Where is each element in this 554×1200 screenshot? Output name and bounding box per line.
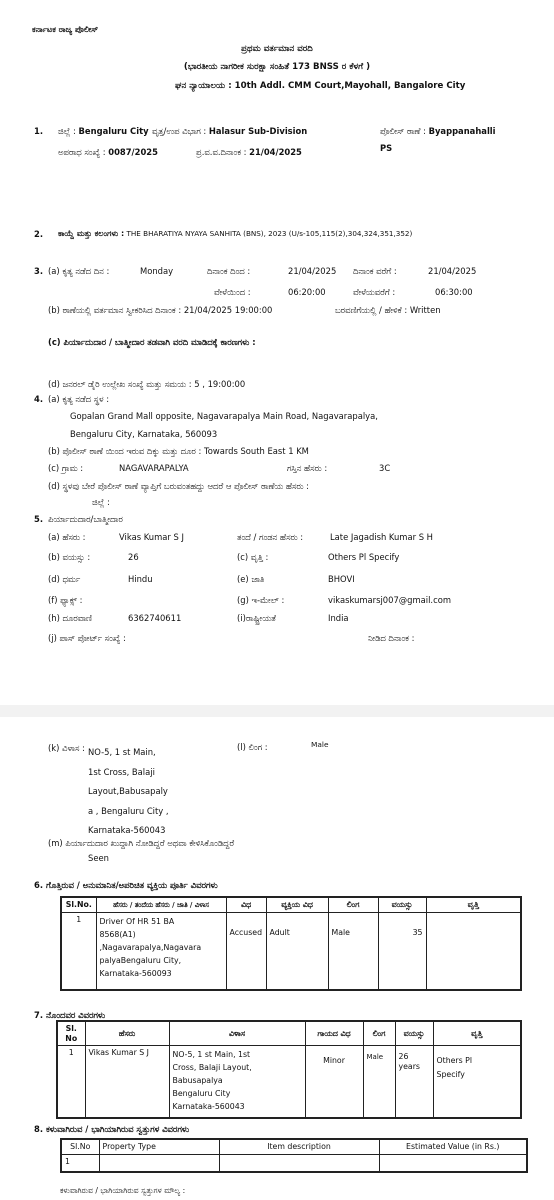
occurrence-day-value: Monday <box>140 266 174 276</box>
to-time-label: ವೇಳೆಯವರೆಗೆ : <box>353 287 396 297</box>
col-header: ವಿಧ <box>226 897 266 912</box>
acts-value: THE BHARATIYA NYAYA SANHITA (BNS), 2023 (U/s-105,115(2),304,324,351,352) <box>126 229 413 238</box>
complainant-address <box>88 743 169 841</box>
to-date-value: 21/04/2025 <box>428 266 477 276</box>
fir-date-label: ಪ್ರ.ವ.ವ.ದಿನಾಂಕ : <box>196 147 247 157</box>
age-line: years <box>398 1062 420 1072</box>
from-time-value: 06:20:00 <box>288 287 326 297</box>
district-label: ಜಿಲ್ಲೆ : <box>58 126 76 136</box>
col-header: ಹೆಸರು <box>85 1021 169 1046</box>
complainant-name-label: (a) ಹೆಸರು : <box>48 532 86 542</box>
caste-value: BHOVI <box>328 574 355 584</box>
cell-property-type <box>99 1154 219 1172</box>
accused-heading: ಗೊತ್ತಿರುವ / ಅನುಮಾನಿತ/ಅಪರಿಚಿತ ವ್ಯಕ್ತಿಯ ಪೂರ್ತಿ ವಿವರಗಳು <box>46 880 218 890</box>
from-time-label: ವೇಳೆಯಿಂದ : <box>214 287 251 297</box>
property-heading: ಕಳುವಾಗಿರುವ / ಭಾಗಿಯಾಗಿರುವ ಸ್ವತ್ತುಗಳ ವಿವರಗಳು <box>46 1124 190 1134</box>
col-header: Sl.No. <box>61 897 96 912</box>
court-line <box>175 81 465 92</box>
phone-label: (h) ದೂರವಾಣಿ <box>48 613 92 623</box>
section-3-number: 3. <box>34 266 44 276</box>
email-value: vikaskumarsj007@gmail.com <box>328 595 451 605</box>
cell-name: Vikas Kumar S J <box>85 1046 169 1118</box>
col-header: Property Type <box>99 1139 219 1154</box>
document-subtitle: (ಭಾರತೀಯ ನಾಗರೀಕ ಸುರಕ್ಷಾ ಸಂಹಿತೆ 173 BNSS ರ ಕೆಳಗೆ ) <box>183 62 371 72</box>
table-row <box>57 1046 521 1118</box>
religion-label: (d) ಧರ್ಮ <box>48 574 81 584</box>
page-break <box>0 705 554 717</box>
age-label: (b) ವಯಸ್ಸು : <box>48 552 91 562</box>
name-line: palyaBengaluru City, <box>99 955 182 965</box>
address-line: 1st Cross, Balaji <box>88 766 155 777</box>
cell-item-description <box>219 1154 379 1172</box>
info-type-label: ಬರವಣಿಗೆಯಲ್ಲಿ / ಹೇಳಿಕೆ : <box>335 305 408 315</box>
acts-label: ಕಾಯ್ದೆ ಮತ್ತು ಕಲಂಗಳು : <box>58 229 125 238</box>
address-line: Babusapalya <box>172 1076 223 1086</box>
cell-address <box>169 1046 305 1118</box>
victims-table <box>56 1020 522 1119</box>
passport-issue-date-label: ನೀಡಿದ ದಿನಾಂಕ : <box>368 633 415 643</box>
cell-age: 35 <box>378 912 426 990</box>
accused-table <box>60 896 522 991</box>
cell-age <box>395 1046 433 1118</box>
col-header: ಹೆಸರು / ತಂದೆಯ ಹೆಸರು / ಜಾತಿ / ವಿಳಾಸ <box>96 897 226 912</box>
section-2-number: 2. <box>34 229 44 239</box>
email-label: (g) ಇ-ಮೇಲ್ : <box>237 595 285 605</box>
address-line: NO-5, 1 st Main, <box>88 747 156 757</box>
to-time-value: 06:30:00 <box>435 287 473 297</box>
subdivision-value: Halasur Sub-Division <box>208 126 308 136</box>
table-row <box>61 912 521 990</box>
acts-field <box>58 229 412 239</box>
district-value: Bengaluru City <box>78 126 149 136</box>
name-line: ,Nagavarapalya,Nagavara <box>99 942 202 952</box>
cell-occupation <box>433 1046 521 1118</box>
section-1-number: 1. <box>34 126 44 136</box>
section-5-number: 5. <box>34 514 44 524</box>
col-header: Sl. No <box>57 1021 85 1046</box>
address-line: Karnataka-560043 <box>172 1102 245 1112</box>
direction-distance-field <box>48 446 309 457</box>
district-field <box>58 126 149 137</box>
section-8-number: 8. <box>34 1124 44 1134</box>
cell-estimated-value <box>379 1154 527 1172</box>
table-header-row <box>57 1021 521 1046</box>
cell-type: Accused <box>226 912 266 990</box>
village-label: (c) ಗ್ರಾಮ : <box>48 463 84 473</box>
place-address-line-2: Bengaluru City, Karnataka, 560093 <box>70 429 218 439</box>
section-7-number: 7. <box>34 1010 44 1020</box>
general-diary-value: 5 , 19:00:00 <box>194 379 246 389</box>
father-name-value: Late Jagadish Kumar S H <box>330 532 433 542</box>
name-line: 8568(A1) <box>99 929 136 939</box>
table-header-row <box>61 1139 527 1154</box>
col-header: ವೃತ್ತಿ <box>426 897 521 912</box>
complainant-heading: ಪಿರ್ಯಾದುದಾರ/ಬಾತ್ಮೀದಾರ <box>48 514 123 524</box>
direction-distance-label: (b) ಪೊಲೀಸ್ ಠಾಣೆ ಯಿಂದ ಇರುವ ದಿಕ್ಕು ಮತ್ತು ದೂರ : <box>48 446 202 456</box>
fir-date-field <box>196 147 302 158</box>
seen-heard-label: (m) ಪಿರ್ಯಾದುದಾರ ಖುದ್ದಾಗಿ ನೋಡಿದ್ದರೆ ಅಥವಾ ಕೇಳಿಸಿಕೊಂಡಿದ್ದರೆ <box>48 838 235 848</box>
religion-value: Hindu <box>128 574 153 584</box>
fax-label: (f) ಫ್ಯಾಕ್ಸ್ : <box>48 595 83 605</box>
crime-number-field <box>58 147 158 158</box>
general-diary-label: (d) ಜನರಲ್ ಡೈರಿ ಉಲ್ಲೇಖ ಸಂಖ್ಯೆ ಮತ್ತು ಸಮಯ : <box>48 379 192 389</box>
cell-occupation <box>426 912 521 990</box>
property-table <box>60 1138 528 1173</box>
cell-person-type: Adult <box>266 912 328 990</box>
other-ps-label: (d) ಸ್ಥಳವು ಬೇರೆ ಪೊಲೀಸ್ ಠಾಣೆ ವ್ಯಾಪ್ತಿಗೆ ಬರುವಂತಹದ್ದು ಆದರೆ ಆ ಪೊಲೀಸ್ ಠಾಣೆಯ ಹೆಸರು : <box>48 481 309 491</box>
other-ps-district-label: ಜಿಲ್ಲೆ : <box>92 497 110 507</box>
table-header-row <box>61 897 521 912</box>
name-line: Driver Of HR 51 BA <box>99 916 175 926</box>
father-name-label: ತಂದೆ / ಗಂಡನ ಹೆಸರು : <box>237 532 304 542</box>
occupation-value: Others Pl Specify <box>328 552 400 562</box>
occupation-line: Others Pl <box>436 1056 473 1066</box>
address-line: Bengaluru City <box>172 1089 231 1099</box>
nationality-value: India <box>328 613 349 623</box>
cell-sl: 1 <box>61 1154 99 1172</box>
from-date-label: ದಿನಾಂಕ ದಿಂದ : <box>207 266 251 276</box>
cell-sl: 1 <box>61 912 96 990</box>
court-label: ಘನ ನ್ಯಾಯಾಲಯ : <box>175 81 232 91</box>
nationality-label: (i)ರಾಷ್ಟ್ರೀಯತೆ <box>237 613 276 623</box>
police-station-label: ಪೊಲೀಸ್ ಠಾಣೆ : <box>380 126 426 136</box>
occurrence-day-label: (a) ಕೃತ್ಯ ನಡೆದ ದಿನ : <box>48 266 110 276</box>
subdivision-label: ವೃತ್ತ/ಉಪ ವಿಭಾಗ : <box>152 126 207 136</box>
fir-date-value: 21/04/2025 <box>249 147 302 157</box>
delay-reason-label: (c) ಪಿರ್ಯಾದುದಾರ / ಬಾತ್ಮೀದಾರ ತಡವಾಗಿ ವರದಿ ಮಾಡಿದಕ್ಕೆ ಕಾರಣಗಳು : <box>48 337 256 347</box>
col-header: ಲಿಂಗ <box>363 1021 395 1046</box>
col-header: ಗಾಯದ ವಿಧ <box>305 1021 363 1046</box>
address-line: Layout,Babusapaly <box>88 786 168 796</box>
seen-heard-value: Seen <box>88 853 109 863</box>
address-line: NO-5, 1 st Main, 1st <box>172 1050 251 1060</box>
village-value: NAGAVARAPALYA <box>119 463 189 473</box>
property-value-label: ಕಳುವಾಗಿರುವ / ಭಾಗಿಯಾಗಿರುವ ಸ್ವತ್ತುಗಳ ಮೌಲ್ಯ : <box>60 1186 186 1195</box>
to-date-label: ದಿನಾಂಕ ವರೆಗೆ : <box>353 266 397 276</box>
col-header: ವಯಸ್ಸು <box>395 1021 433 1046</box>
col-header: ವಿಳಾಸ <box>169 1021 305 1046</box>
address-line: Karnataka-560043 <box>88 825 166 835</box>
col-header: ಲಿಂಗ <box>328 897 378 912</box>
gender-value: Male <box>311 740 329 749</box>
address-label: (k) ವಿಳಾಸ : <box>48 743 85 753</box>
cell-sl: 1 <box>57 1046 85 1118</box>
gender-label: (l) ಲಿಂಗ : <box>237 742 268 752</box>
table-row <box>61 1154 527 1172</box>
address-line: a , Bengaluru City , <box>88 805 169 816</box>
general-diary-field <box>48 379 245 390</box>
occupation-line: Specify <box>436 1070 465 1080</box>
col-header: ವಯಸ್ಸು <box>378 897 426 912</box>
phone-value: 6362740611 <box>128 613 182 623</box>
caste-label: (e) ಜಾತಿ <box>237 574 265 584</box>
col-header: Sl.No <box>61 1139 99 1154</box>
col-header: Estimated Value (in Rs.) <box>379 1139 527 1154</box>
info-type-value: Written <box>409 305 441 315</box>
cell-gender: Male <box>363 1046 395 1118</box>
info-received-label: (b) ಠಾಣೆಯಲ್ಲಿ ವರ್ತಮಾನ ಸ್ವೀಕರಿಸಿದ ದಿನಾಂಕ : <box>48 305 182 315</box>
occupation-label: (c) ವೃತ್ತಿ : <box>237 552 269 562</box>
complainant-name-value: Vikas Kumar S J <box>119 532 184 542</box>
info-received-field <box>48 305 272 316</box>
police-station-value-cont: PS <box>380 143 393 153</box>
col-header: Item description <box>219 1139 379 1154</box>
police-station-field <box>380 126 496 137</box>
victims-heading: ನೊಂದವರ ವಿವರಗಳು <box>46 1010 106 1020</box>
passport-label: (j) ಪಾಸ್ ಪೋರ್ಟ್ ಸಂಖ್ಯೆ : <box>48 633 126 643</box>
crime-number-value: 0087/2025 <box>108 147 158 157</box>
age-line: 26 <box>398 1052 409 1062</box>
col-header: ವ್ಯಕ್ತಿಯ ವಿಧ <box>266 897 328 912</box>
beat-value: 3C <box>379 463 391 473</box>
cell-gender: Male <box>328 912 378 990</box>
section-6-number: 6. <box>34 880 44 890</box>
cell-injury: Minor <box>305 1046 363 1118</box>
document-title: ಪ್ರಥಮ ವರ್ತಮಾನ ವರದಿ <box>241 44 313 54</box>
crime-number-label: ಅಪರಾಧ ಸಂಖ್ಯೆ : <box>58 147 106 157</box>
subdivision-field <box>152 126 307 137</box>
cell-name-address <box>96 912 226 990</box>
from-date-value: 21/04/2025 <box>288 266 337 276</box>
address-line: Cross, Balaji Layout, <box>172 1063 252 1073</box>
org-name: ಕರ್ನಾಟಕ ರಾಜ್ಯ ಪೊಲೀಸ್ <box>32 25 99 34</box>
name-line: Karnataka-560093 <box>99 968 172 978</box>
col-header: ವೃತ್ತಿ <box>433 1021 521 1046</box>
direction-distance-value: Towards South East 1 KM <box>204 446 309 456</box>
place-address-line-1: Gopalan Grand Mall opposite, Nagavarapalya Main Road, Nagavarapalya, <box>70 411 378 421</box>
beat-label: ಗಸ್ತಿನ ಹೆಸರು : <box>287 463 328 473</box>
police-station-value: Byappanahalli <box>428 126 496 136</box>
court-value: 10th Addl. CMM Court,Mayohall, Bangalore City <box>234 81 466 91</box>
place-of-occurrence-label: (a) ಕೃತ್ಯ ನಡೆದ ಸ್ಥಳ : <box>48 394 110 404</box>
info-type-field <box>335 305 441 316</box>
section-4-number: 4. <box>34 394 44 404</box>
age-value: 26 <box>128 552 139 562</box>
info-received-value: 21/04/2025 19:00:00 <box>183 305 273 315</box>
